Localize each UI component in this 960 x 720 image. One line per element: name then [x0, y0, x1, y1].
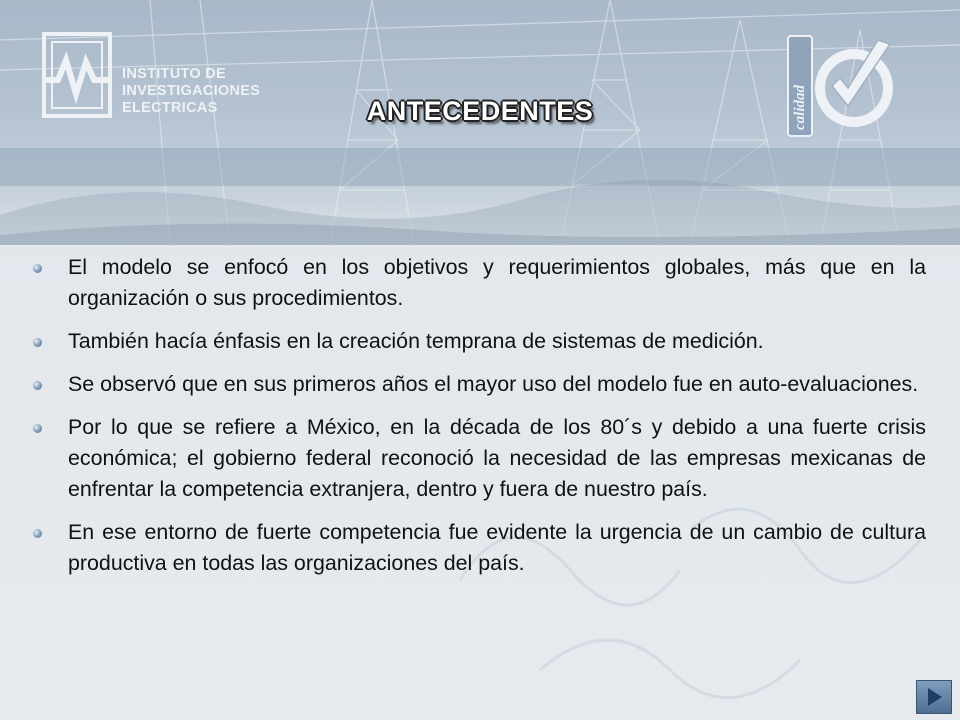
bullet-icon: [33, 424, 42, 433]
header-stripe: [0, 148, 960, 186]
bullet-icon: [33, 381, 42, 390]
list-item: [30, 412, 926, 505]
next-slide-button[interactable]: [916, 680, 952, 714]
bullet-icon: [33, 264, 42, 273]
bullet-text: También hacía énfasis en la creación temprana de sistemas de medición.: [68, 329, 764, 353]
bullet-text: Se observó que en sus primeros años el mayor uso del modelo fue en auto-evaluaciones.: [68, 372, 919, 396]
quality-badge: [786, 30, 896, 145]
list-item: [30, 326, 926, 357]
institute-name-line: INSTITUTO DE: [122, 66, 227, 82]
list-item: [30, 517, 926, 579]
next-arrow-icon: [928, 688, 942, 706]
bullet-icon: [33, 338, 42, 347]
institute-name-line: INVESTIGACIONES: [122, 83, 261, 99]
bullet-icon: [33, 529, 42, 538]
bullet-text: En ese entorno de fuerte competencia fue evidente la urgencia de un cambio de cultura productiva en todas las organizaciones del país.: [68, 520, 926, 575]
list-item: [30, 252, 926, 314]
bullet-text: Por lo que se refiere a México, en la década de los 80´s y debido a una fuerte crisis económica; el gobierno federal reconoció la necesidad de las empresas mexicanas de enfrentar la competencia extranjera, dentro y fuera de nuestro país.: [68, 415, 926, 501]
list-item: [30, 369, 926, 400]
institute-name-line: ELECTRICAS: [122, 100, 218, 116]
bullet-text: El modelo se enfocó en los objetivos y requerimientos globales, más que en la organización o sus procedimientos.: [68, 255, 926, 310]
quality-badge-label: calidad: [792, 85, 808, 130]
bullet-list: [30, 252, 926, 591]
slide-title: ANTECEDENTES: [366, 96, 594, 126]
